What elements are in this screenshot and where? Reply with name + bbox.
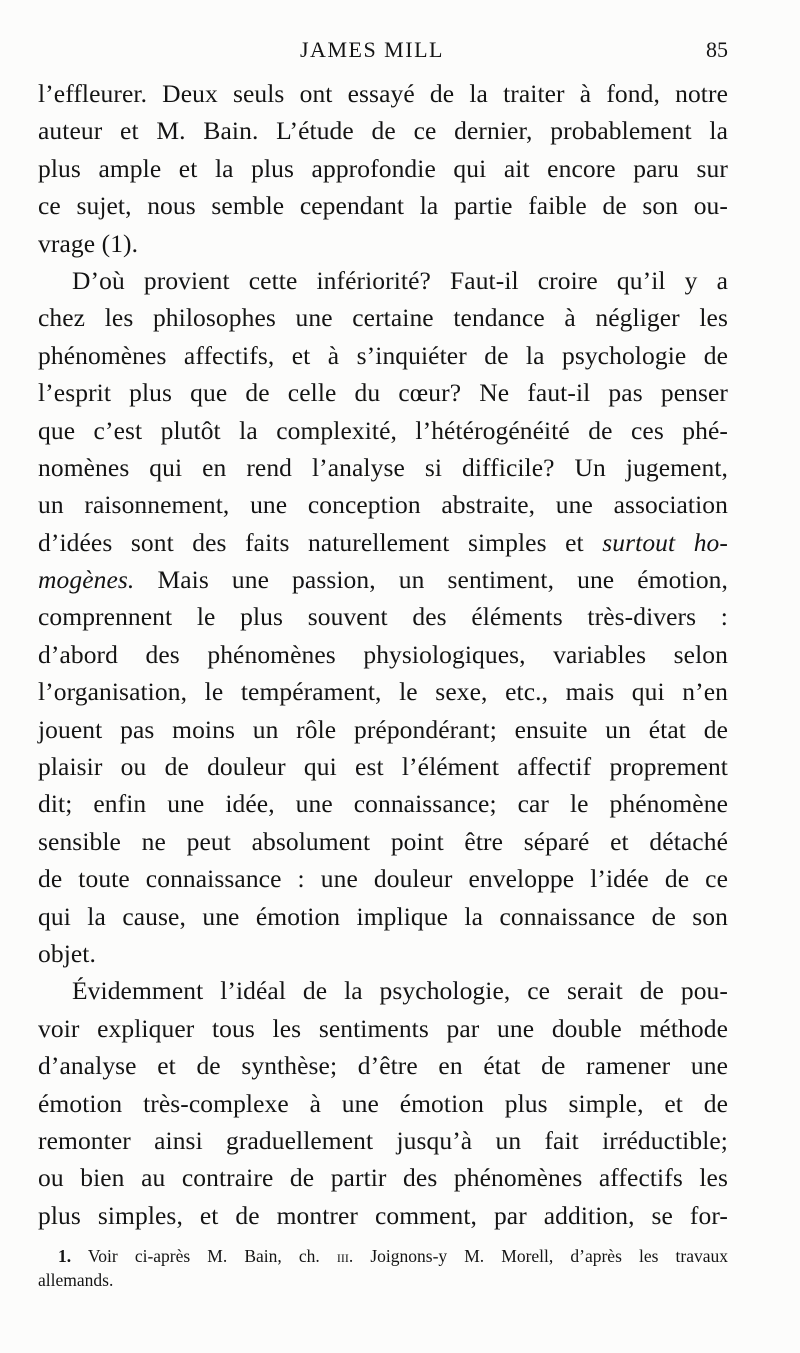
body-text [38,75,728,1234]
text-line: l’organisation, le tempérament, le sexe, etc., mais qui n’en [38,677,728,707]
footnote-text: . Joignons-y M. Morell, d’après les travaux [348,1246,728,1266]
text-segment: d’idées sont des faits naturellement simples et [38,527,603,557]
text-line: sensible ne peut absolument point être séparé et détaché [38,826,728,856]
text-line: remonter ainsi graduellement jusqu’à un fait irréductible; [38,1125,728,1155]
footnote-line: allemands. [38,1270,114,1290]
running-head: JAMES MILL [300,37,444,62]
text-line: un raisonnement, une conception abstraite, une association [38,490,728,520]
page-number: 85 [706,37,728,62]
text-line: jouent pas moins un rôle prépondérant; ensuite un état de [38,714,728,744]
text-line: d’analyse et de synthèse; d’être en état de ramener une [38,1051,728,1081]
text-line: plus simples, et de montrer comment, par addition, se for- [38,1200,728,1230]
text-segment: Mais une passion, un sentiment, une émotion, [134,565,728,595]
text-line: voir expliquer tous les sentiments par une double méthode [38,1013,728,1043]
text-line: de toute connaissance : une douleur enveloppe l’idée de ce [38,864,728,894]
text-line [38,561,728,598]
page-header [38,37,728,67]
chapter-number: iii [336,1246,349,1266]
text-line: comprennent le plus souvent des éléments très-divers : [38,602,728,632]
text-line: nomènes qui en rend l’analyse si difficile? Un jugement, [38,452,728,482]
footnote-text: Voir ci-après M. Bain, ch. [71,1246,337,1266]
text-line: objet. [38,938,96,968]
text-line: plus ample et la plus approfondie qui ait encore paru sur [38,153,728,183]
text-line: dit; enfin une idée, une connaissance; car le phénomène [38,789,728,819]
text-line: d’abord des phénomènes physiologiques, variables selon [38,639,728,669]
text-line: que c’est plutôt la complexité, l’hétérogénéité de ces phé- [38,415,728,445]
text-line: ce sujet, nous semble cependant la partie faible de son ou- [38,191,728,221]
text-line: l’effleurer. Deux seuls ont essayé de la traiter à fond, notre [38,79,728,108]
text-line: Évidemment l’idéal de la psychologie, ce serait de pou- [72,976,728,1006]
text-line: vrage (1). [38,228,139,258]
footnote-marker: 1. [58,1246,72,1266]
text-line: phénomènes affectifs, et à s’inquiéter de la psychologie de [38,340,728,370]
text-line: l’esprit plus que de celle du cœur? Ne faut-il pas penser [38,378,728,408]
text-line: D’où provient cette infériorité? Faut-il croire qu’il y a [72,265,728,295]
text-line: auteur et M. Bain. L’étude de ce dernier, probablement la [38,116,728,146]
italic-text: mogènes. [38,565,135,595]
footnote [38,1244,728,1292]
text-line: qui la cause, une émotion implique la connaissance de son [38,901,728,931]
text-line [38,524,728,561]
text-line: plaisir ou de douleur qui est l’élément affectif proprement [38,752,728,782]
footnote-line [38,1244,728,1268]
text-line: ou bien au contraire de partir des phénomènes affectifs les [38,1163,728,1193]
italic-text: surtout ho- [602,527,729,557]
text-line: chez les philosophes une certaine tendance à négliger les [38,303,728,333]
text-line: émotion très-complexe à une émotion plus simple, et de [38,1088,728,1118]
